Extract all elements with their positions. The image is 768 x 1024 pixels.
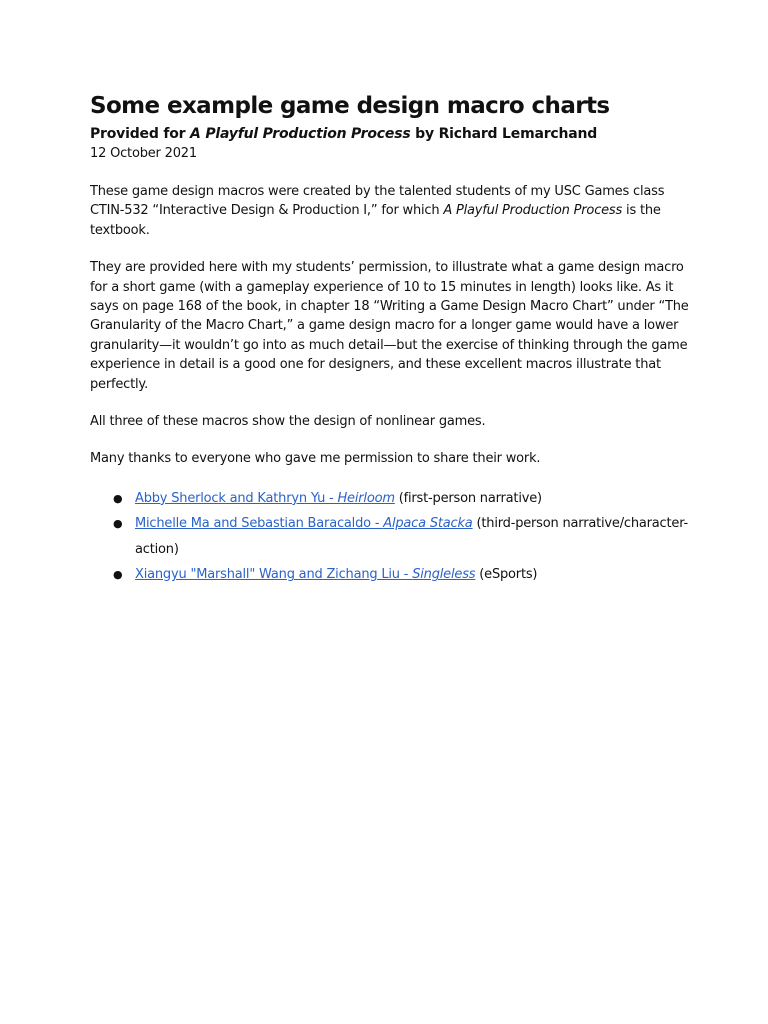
macro-link-singleless[interactable]	[135, 567, 475, 582]
link-game-title: Singleless	[412, 567, 476, 583]
bullet-icon: ●	[113, 568, 123, 582]
subtitle-author: by Richard Lemarchand	[410, 126, 598, 142]
thanks-paragraph: Many thanks to everyone who gave me permission to share their work.	[90, 451, 541, 467]
link-authors: Xiangyu "Marshall" Wang and Zichang Liu -	[135, 567, 413, 583]
intro-paragraph	[90, 182, 690, 240]
link-authors: Michelle Ma and Sebastian Baracaldo -	[135, 516, 384, 532]
link-note: (third-person narrative/character-action)	[135, 516, 689, 557]
list-item	[90, 562, 690, 588]
macro-links-list	[90, 486, 690, 588]
link-game-title: Heirloom	[337, 490, 395, 506]
link-game-title: Alpaca Stacka	[383, 516, 473, 532]
intro-text-end: is the textbook.	[90, 203, 661, 238]
link-note: (first-person narrative)	[394, 490, 542, 506]
link-authors: Abby Sherlock and Kathryn Yu -	[135, 490, 338, 506]
list-item	[90, 511, 690, 562]
subtitle	[90, 124, 690, 144]
document-date: 12 October 2021	[90, 146, 197, 161]
subtitle-book-title: A Playful Production Process	[190, 126, 411, 142]
list-item	[90, 486, 690, 512]
bullet-icon: ●	[113, 491, 123, 505]
page-title: Some example game design macro charts	[90, 93, 610, 119]
subtitle-prefix: Provided for	[90, 126, 191, 142]
link-note: (eSports)	[475, 567, 538, 583]
intro-book-title: A Playful Production Process	[443, 203, 623, 219]
permission-paragraph: They are provided here with my students’ permission, to illustrate what a game design macro for a short game (with a gameplay experience of 10 to 15 minutes in length) looks like. As it says on page 168 of the book, in chapter 18 “Writing a Game Design Macro Chart” under “The Granularity of the Macro Chart,” a game design macro for a longer game would have a lower granularity—it wouldn’t go into as much detail—but the exercise of thinking through the game experience in detail is a good one for designers, and these excellent macros illustrate that perfectly.	[90, 260, 689, 392]
intro-text-start: These game design macros were created by the talented students of my USC Games class CTIN-532 “Interactive Design & Production I,” for which	[90, 184, 665, 219]
nonlinear-paragraph: All three of these macros show the design of nonlinear games.	[90, 414, 486, 430]
macro-link-alpaca-stacka[interactable]	[135, 516, 473, 531]
macro-link-heirloom[interactable]	[135, 491, 395, 506]
document-content	[90, 91, 690, 588]
bullet-icon: ●	[113, 517, 123, 531]
